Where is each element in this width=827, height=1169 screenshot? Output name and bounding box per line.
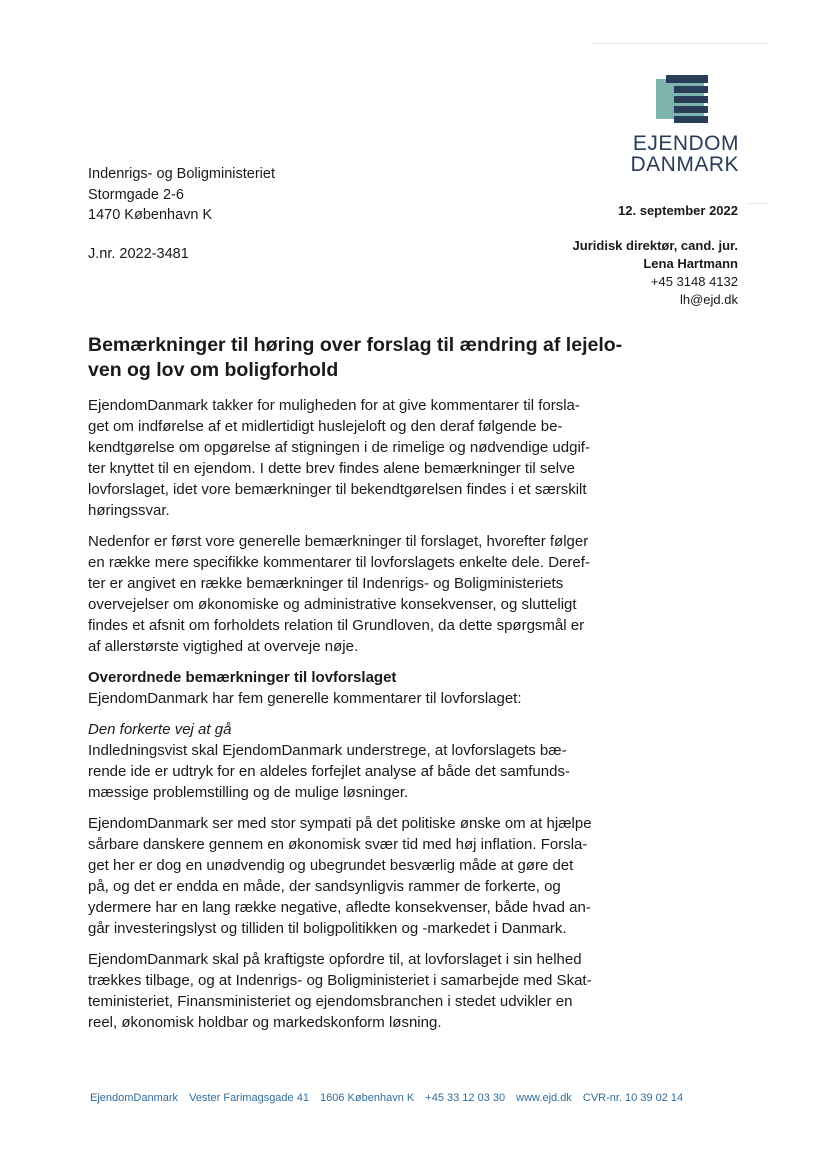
header-rule-short xyxy=(748,203,768,204)
footer-address: Vester Farimagsgade 41 xyxy=(189,1092,309,1104)
footer-website-link[interactable]: www.ejd.dk xyxy=(516,1092,572,1104)
journal-number: J.nr. 2022-3481 xyxy=(88,246,189,262)
sender-phone: +45 3148 4132 xyxy=(650,274,738,289)
letter-title: Bemærkninger til høring over forslag til ændring af lejelo- ven og lov om boligforhold xyxy=(88,334,623,381)
letter-body xyxy=(88,333,673,1043)
page-footer xyxy=(90,1092,691,1104)
recipient-name: Indenrigs- og Boligministeriet xyxy=(88,166,275,182)
sender-title: Juridisk direktør, cand. jur. xyxy=(572,238,738,253)
footer-org: EjendomDanmark xyxy=(90,1092,179,1104)
footer-phone: +45 33 12 03 30 xyxy=(425,1092,506,1104)
paragraph-wrong-way: Den forkerte vej at gå Indledningsvist skal EjendomDanmark understrege, at lovforslagets bæ- rende ide er udtryk for en aldeles forfejlet analyse af både det samfunds- mæssige problemstilling og de mulige løsninger. xyxy=(88,719,673,803)
subsection-heading: Den forkerte vej at gå xyxy=(88,721,232,738)
ejendom-danmark-logo-icon xyxy=(652,75,708,123)
footer-cvr: CVR-nr. 10 39 02 14 xyxy=(582,1092,684,1104)
paragraph-sympathy: EjendomDanmark ser med stor sympati på det politiske ønske om at hjælpe sårbare danskere gennem en økonomisk svær tid med høj inflation. Forsla- get her er dog en unødvendig og ubegrundet besværlig måde at gøre det på, og det er endda en måde, der sandsynligvis rammer de forkerte, og ydermere har en lang række negative, afledte konsekvenser, både hvad an- går investeringslyst og tilliden til boligpolitikken og -markedet i Danmark. xyxy=(88,815,592,937)
footer-city: 1606 København K xyxy=(320,1092,415,1104)
logo-line-1: EJENDOM xyxy=(632,132,739,155)
sender-name: Lena Hartmann xyxy=(643,256,738,271)
letter-date: 12. september 2022 xyxy=(618,203,738,218)
logo-line-2: DANMARK xyxy=(630,153,739,176)
recipient-street: Stormgade 2-6 xyxy=(88,186,184,203)
header-rule xyxy=(592,43,768,44)
section-heading: Overordnede bemærkninger til lovforslaget xyxy=(88,669,397,686)
paragraph-general-comments: Overordnede bemærkninger til lovforslaget EjendomDanmark har fem generelle kommentarer til lovforslaget: xyxy=(88,667,673,709)
paragraph-withdraw: EjendomDanmark skal på kraftigste opfordre til, at lovforslaget i sin helhed trækkes tilbage, og at Indenrigs- og Boligministeriet i samarbejde med Skat- teministeriet, Finansministeriet og ejendomsbranchen i stedet udvikler en reel, økonomisk holdbar og markedskonform løsning. xyxy=(88,951,592,1031)
sender-email[interactable]: lh@ejd.dk xyxy=(679,292,738,307)
paragraph-overview: Nedenfor er først vore generelle bemærkninger til forslaget, hvorefter følger en række mere specifikke kommentarer til lovforslagets enkelte dele. Deref- ter er angivet en række bemærkninger til Indenrigs- og Boligministeriets overvejelser om økonomiske og administrative konsekvenser, og slutteligt findes et afsnit om forholdets relation til Grundloven, da dette spørgsmål er af allerstørste vigtighed at overveje nøje. xyxy=(88,533,590,655)
recipient-city: 1470 København K xyxy=(88,207,213,223)
sender-contact xyxy=(573,237,738,309)
logo-wordmark xyxy=(600,133,739,175)
paragraph-intro: EjendomDanmark takker for muligheden for at give kommentarer til forsla- get om indførelse af et midlertidigt huslejeloft og den deraf følgende be- kendtgørelse om opgørelse af stigningen i de rimelige og nødvendige udgif- ter knyttet til en ejendom. I dette brev findes alene bemærkninger til selve lovforslaget, idet vore bemærkninger til bekendtgørelsen findes i et særskilt høringssvar. xyxy=(88,397,590,519)
recipient-address xyxy=(88,164,275,226)
